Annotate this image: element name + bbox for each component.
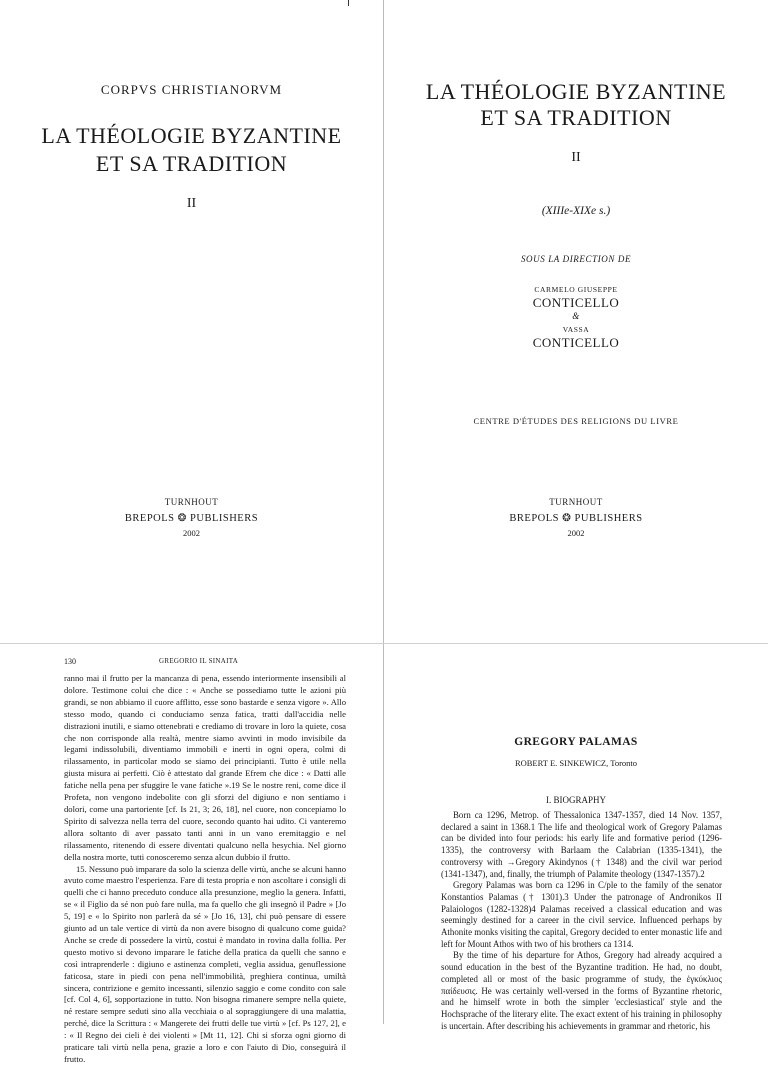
paragraph: Gregory Palamas was born ca 1296 in C/ple to the family of the senator Konstantios Palamas († 1301).3 Under the patronage of Andronikos II Palaiologos (1282-1328)4 Palamas received a classical education and was seemingly destined for a career in the civil service. Influenced perhaps by Athonite monks visiting the capital, Gregory decided to enter monastic life and left for Mount Athos with two of his brothers ca 1314. bbox=[441, 880, 722, 949]
paragraph: ranno mai il frutto per la mancanza di pena, essendo interiormente insensibili al dolore. Testimone colui che dice : « Anche se possediamo tutte le azioni più grandi, se non abbiamo il cuore afflitto, esse sono bastarde e senza vigore ». Allo stesso modo, quando ci conduciamo senza fatica, tratti dall'accidia nelle distrazioni inutili, e siamo ottenebrati e crediamo di trovare in loro la quiete, cosa che non corrisponde alla realtà, mentre siamo avvinti in modo invisibile da legami indissolubili, diventiamo immobili e inerti in ogni opera, colmi di rilassamento, in particolar modo se siamo dei principianti. Tutto è utile nella giusta misura ai perfetti. Ciò è attestato dal grande Efrem che dice : « Datti alle fatiche nella pena per sfuggire le vane fatiche ».19 Se le nostre reni, come dice il Profeta, non vengono indebolite con gli sforzi del digiuno e non sentiamo i dolori, come una partoriente [cf. Is 21, 3; 26, 18], nel cuore, non concepiamo lo Spirito di salvezza nella terra del cuore, secondo quanto hai udito. Ci vanteremo allora soltanto di aver passato tanti anni in un vano eremitaggio e nel rilassamento, ritenendo di essere diventati qualcuno nella hesychia. Nel giorno della nostra morte, tutti conosceremo senza alcun dubbio il frutto. bbox=[64, 673, 346, 862]
paragraph: By the time of his departure for Athos, Gregory had already acquired a sound education in the best of the Byzantine tradition. He had, no doubt, completed all or most of the basic programme of study, the ἐγκύκλιος παίδευσις. He was certainly well-versed in the forms of Byzantine rhetoric, and he himself wrote in both the simpler 'ecclesiastical' style and the Hochsprache of the literary elite. The exact extent of his training in philosophy is uncertain. After describing his achievements in grammar and rhetoric, his bbox=[441, 950, 722, 1031]
page-number: 130 bbox=[64, 657, 76, 666]
publisher-city: TURNHOUT bbox=[549, 497, 603, 507]
series-name: CORPVS CHRISTIANORVM bbox=[100, 82, 283, 97]
editor2-last-name: CONTICELLO bbox=[532, 335, 620, 350]
editor1-first-name: CARMELO GIUSEPPE bbox=[534, 285, 618, 294]
essay-title: GREGORY PALAMAS bbox=[514, 736, 638, 748]
paragraph: 15. Nessuno può imparare da solo la scienza delle virtù, anche se alcuni hanno avuto come maestro l'esperienza. Fare di testa propria e non ascoltare i consigli di quelli che ci hanno preceduto conduce alla presunzione, meglio la genera. Infatti, se « il Figlio da sé non può fare nulla, ma fa quello che gli insegnò il Padre » [Jo 5, 19] e « lo Spirito non parlerà da sé » [Jo 16, 13], chi può pensare di essere giunto ad un tale vertice di virtù da non avere bisogno di qualcuno come guida? Anche se crede di possedere la virtù, costui è mandato in rovina dalla follia. Per questo motivo si devono imparare le fatiche della pratica da quelli che sanno e così intraprenderle : digiuno e astinenza completi, veglia assidua, genuflessione faticosa, stare in piedi con pena nell'immobilità, preghiera continua, umiltà sincera, contrizione e gemito incessanti, silenzio saggio e come condito con sale [cf. Col 4, 6], sopportazione in tutto. Non bisogna rimanere sempre nella quiete, né restare sempre seduti sino alla vecchiaia o al sopraggiungere di una malattia, perché, dice la Scrittura : « Mangerete dei frutti delle tue virtù » [cf. Ps 127, 2], e : « Il Regno dei cieli è dei violenti » [Mt 11, 12]. Chi si sforza ogni giorno di praticare tali virtù nella pena, grazie a loro e con l'aiuto di Dio, conseguirà il frutto. bbox=[64, 863, 346, 1064]
direction-label: SOUS LA DIRECTION DE bbox=[520, 254, 632, 264]
running-head-title: GREGORIO IL SINAITA bbox=[159, 657, 239, 665]
book-title-line2: ET SA TRADITION bbox=[95, 151, 288, 176]
book-title-line2: ET SA TRADITION bbox=[480, 105, 672, 130]
publisher-city: TURNHOUT bbox=[164, 497, 219, 507]
editor2-first-name: VASSA bbox=[562, 325, 590, 334]
essay-author: ROBERT E. SINKEWICZ, Toronto bbox=[514, 758, 638, 768]
centre-name: CENTRE D'ÉTUDES DES RELIGIONS DU LIVRE bbox=[473, 416, 679, 426]
editor1-last-name: CONTICELLO bbox=[532, 295, 620, 310]
top-crop-mark bbox=[348, 0, 349, 6]
volume-number: II bbox=[186, 196, 197, 211]
ampersand: & bbox=[572, 311, 580, 321]
english-text-body bbox=[441, 810, 722, 1032]
paragraph: Born ca 1296, Metrop. of Thessalonica 1347-1357, died 14 Nov. 1357, declared a saint in 1368.1 The life and theological work of Gregory Palamas can be divided into four periods: his early life and formative period (1296-1335), the controversy with Barlaam the Calabrian (1335-1341), the controversy with →Gregory Akindynos († 1348) and the civil war period (1341-1347), and, finally, the triumph of Palamite theology (1347-1357).2 bbox=[441, 810, 722, 879]
book-title-line1: LA THÉOLOGIE BYZANTINE bbox=[41, 123, 342, 148]
publication-year: 2002 bbox=[567, 528, 585, 538]
publisher-name: BREPOLS ❂ PUBLISHERS bbox=[124, 513, 259, 524]
volume-number: II bbox=[571, 150, 581, 165]
section-heading: I. BIOGRAPHY bbox=[545, 795, 606, 805]
book-title-line1: LA THÉOLOGIE BYZANTINE bbox=[425, 79, 727, 104]
italian-text-body bbox=[64, 673, 346, 1066]
publisher-name: BREPOLS ❂ PUBLISHERS bbox=[509, 513, 643, 524]
publication-year: 2002 bbox=[183, 528, 200, 538]
period-range: (XIIIe-XIXe s.) bbox=[541, 205, 611, 217]
spread-divider bbox=[0, 643, 768, 644]
